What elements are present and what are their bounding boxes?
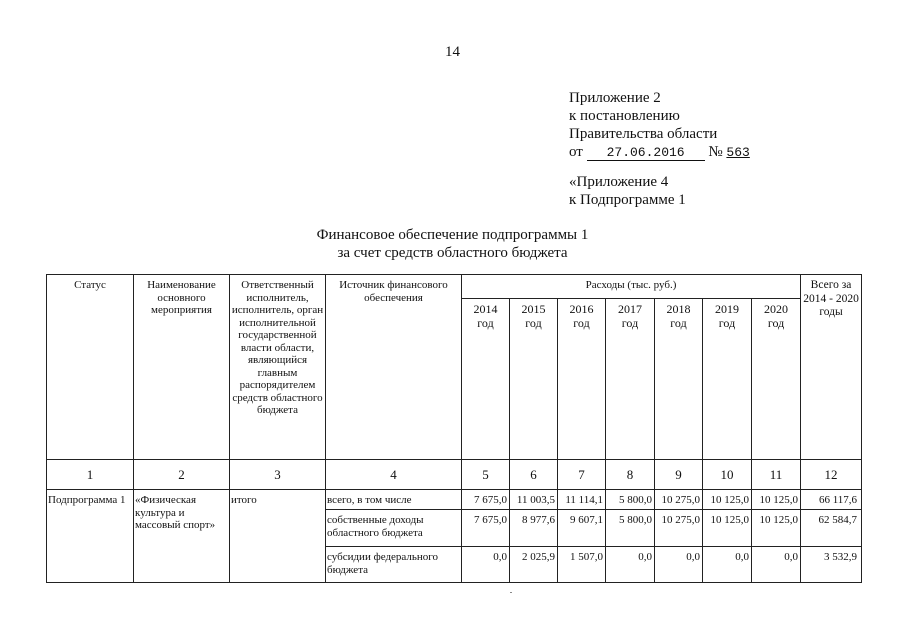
source-cell: субсидии федерального бюджета xyxy=(326,547,462,583)
value-cell: 0,0 xyxy=(606,547,655,583)
value-cell: 7 675,0 xyxy=(462,510,510,547)
value-cell: 2 025,9 xyxy=(510,547,558,583)
value-cell: 10 125,0 xyxy=(703,510,752,547)
appendix-title: Приложение 2 xyxy=(569,90,661,106)
total-cell: 66 117,6 xyxy=(801,490,862,510)
value-cell: 10 125,0 xyxy=(752,510,801,547)
value-cell: 9 607,1 xyxy=(558,510,606,547)
number-prefix: № xyxy=(708,144,723,160)
table-row-total xyxy=(47,490,862,510)
column-number: 9 xyxy=(655,460,703,490)
value-cell: 11 003,5 xyxy=(510,490,558,510)
column-number: 1 xyxy=(47,460,134,490)
value-cell: 10 275,0 xyxy=(655,510,703,547)
column-number: 12 xyxy=(801,460,862,490)
header-year-2014: 2014 год xyxy=(462,299,510,460)
value-cell: 5 800,0 xyxy=(606,510,655,547)
column-number: 3 xyxy=(230,460,326,490)
value-cell: 0,0 xyxy=(462,547,510,583)
column-number: 2 xyxy=(134,460,230,490)
total-cell: 3 532,9 xyxy=(801,547,862,583)
column-number: 5 xyxy=(462,460,510,490)
header-expenses: Расходы (тыс. руб.) xyxy=(462,275,801,299)
appendix-line-government: Правительства области xyxy=(569,126,718,142)
column-number: 6 xyxy=(510,460,558,490)
resolution-date: 27.06.2016 xyxy=(587,145,705,161)
appendix-line-resolution: к постановлению xyxy=(569,108,680,124)
responsible-cell: итого xyxy=(230,490,326,583)
appendix-4-subprogram: к Подпрограмме 1 xyxy=(569,192,686,208)
column-number: 10 xyxy=(703,460,752,490)
value-cell: 0,0 xyxy=(752,547,801,583)
value-cell: 8 977,6 xyxy=(510,510,558,547)
event-cell: «Физическая культура и массовый спорт» xyxy=(134,490,230,583)
financing-table xyxy=(46,274,862,583)
value-cell: 5 800,0 xyxy=(606,490,655,510)
document-title xyxy=(0,226,905,262)
scan-speck xyxy=(510,592,512,593)
column-number: 7 xyxy=(558,460,606,490)
header-event: Наименование основного мероприятия xyxy=(134,275,230,460)
document-title-line-1: Финансовое обеспечение подпрограммы 1 xyxy=(316,227,589,243)
header-responsible: Ответственный исполнитель, исполнитель, орган исполнительной государственной власти области, являющийся главным распорядителем средств областного бюджета xyxy=(230,275,326,460)
header-year-2017: 2017 год xyxy=(606,299,655,460)
column-number: 11 xyxy=(752,460,801,490)
value-cell: 10 125,0 xyxy=(703,490,752,510)
column-number: 4 xyxy=(326,460,462,490)
document-title-line-2: за счет средств областного бюджета xyxy=(337,245,568,261)
value-cell: 1 507,0 xyxy=(558,547,606,583)
header-total: Всего за 2014 - 2020 годы xyxy=(801,275,862,460)
header-year-2016: 2016 год xyxy=(558,299,606,460)
appendix-4-title: «Приложение 4 xyxy=(569,174,669,190)
value-cell: 0,0 xyxy=(703,547,752,583)
header-status: Статус xyxy=(47,275,134,460)
total-cell: 62 584,7 xyxy=(801,510,862,547)
appendix-block xyxy=(569,89,750,162)
appendix-date-line xyxy=(569,143,750,162)
header-year-2019: 2019 год xyxy=(703,299,752,460)
resolution-number: 563 xyxy=(726,145,750,160)
header-year-2015: 2015 год xyxy=(510,299,558,460)
header-source: Источник финансового обеспечения xyxy=(326,275,462,460)
value-cell: 10 275,0 xyxy=(655,490,703,510)
value-cell: 7 675,0 xyxy=(462,490,510,510)
status-cell: Подпрограмма 1 xyxy=(47,490,134,583)
value-cell: 11 114,1 xyxy=(558,490,606,510)
column-number: 8 xyxy=(606,460,655,490)
value-cell: 0,0 xyxy=(655,547,703,583)
value-cell: 10 125,0 xyxy=(752,490,801,510)
source-cell: всего, в том числе xyxy=(326,490,462,510)
page-number: 14 xyxy=(445,44,460,60)
source-cell: собственные доходы областного бюджета xyxy=(326,510,462,547)
header-year-2020: 2020 год xyxy=(752,299,801,460)
header-year-2018: 2018 год xyxy=(655,299,703,460)
date-prefix: от xyxy=(569,144,583,160)
column-number-row xyxy=(47,460,862,490)
appendix-4-block xyxy=(569,173,686,209)
